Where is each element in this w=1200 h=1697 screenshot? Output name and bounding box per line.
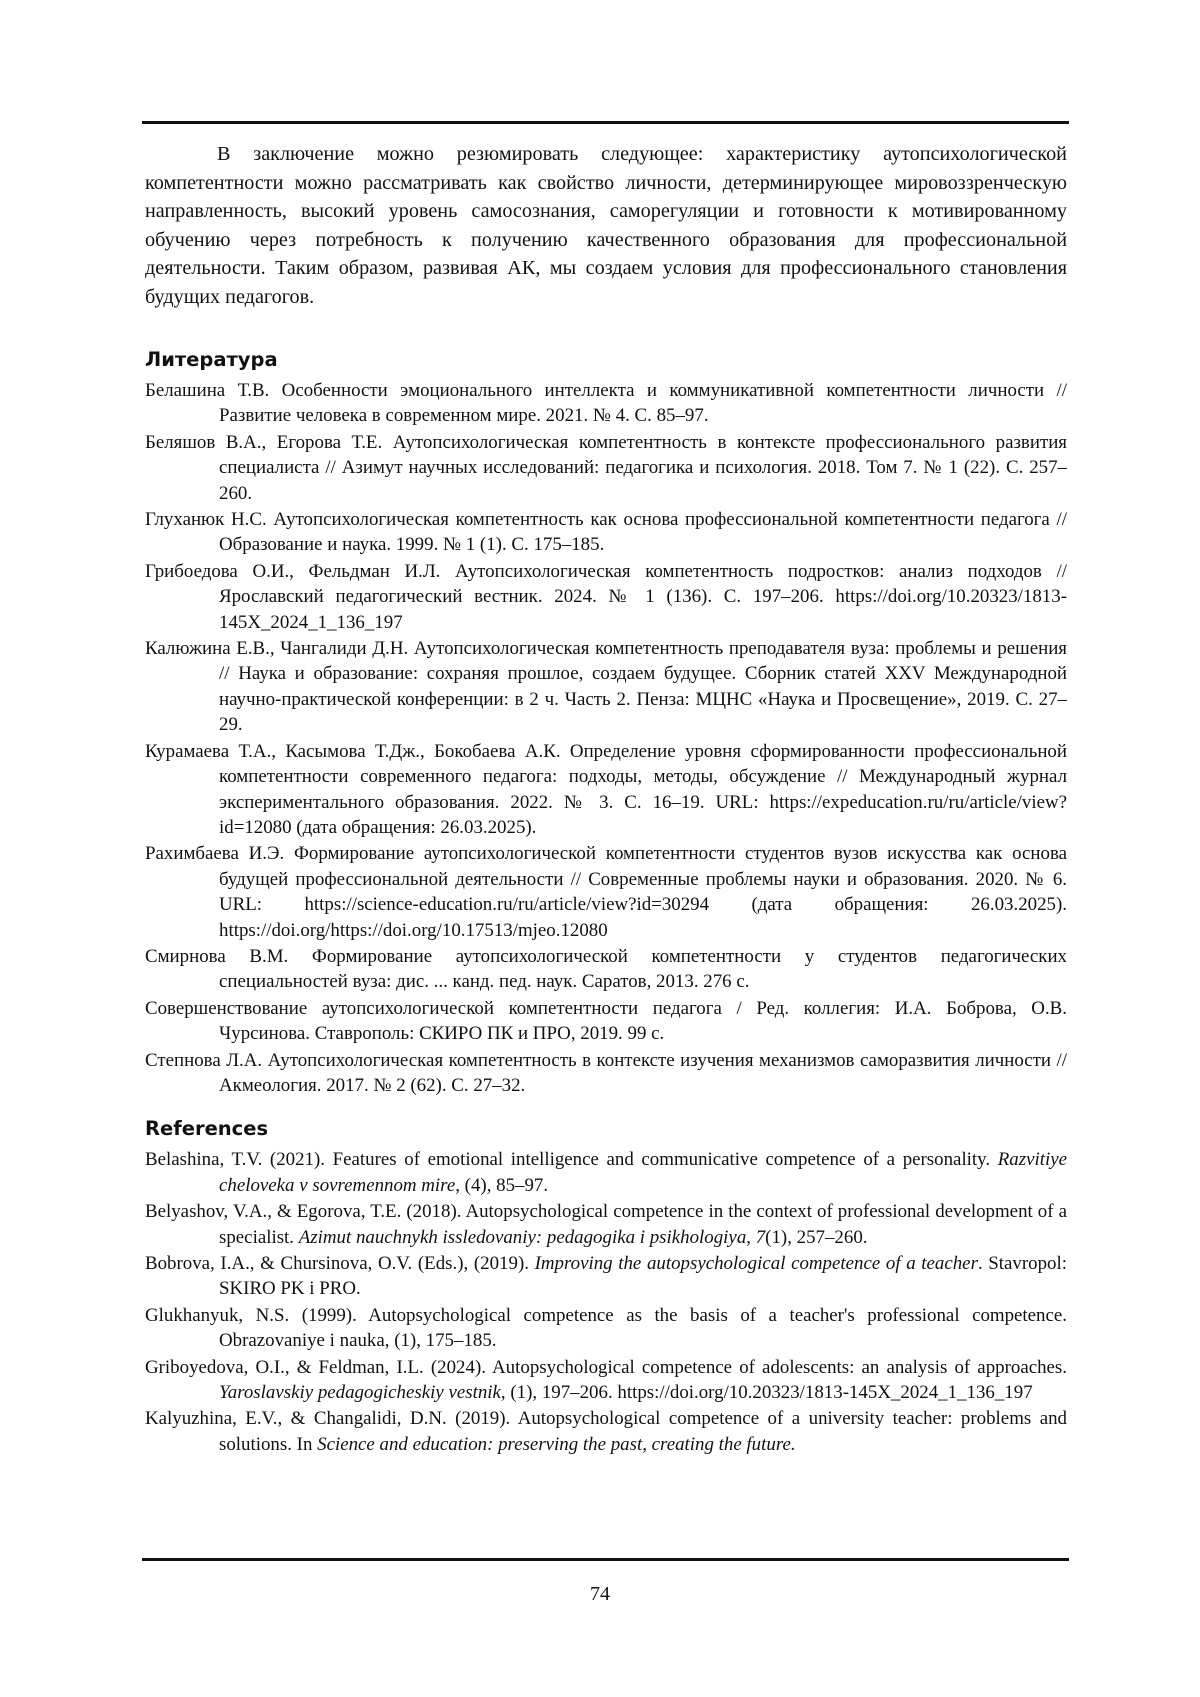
literature-item: Смирнова В.М. Формирование аутопсихологической компетентности у студентов педагогических специальностей вуза: дис. ... канд. пед. наук. Саратов, 2013. 276 с.	[145, 944, 1067, 995]
top-rule	[142, 121, 1069, 124]
references-heading: References	[145, 1116, 1067, 1142]
literature-heading: Литература	[145, 347, 1067, 373]
literature-list	[145, 378, 1067, 1098]
literature-item: Курамаева Т.А., Касымова Т.Дж., Бокобаева А.К. Определение уровня сформированности профессиональной компетентности современного педагога: подходы, методы, обсуждение // Международный журнал экспериментального образования. 2022. № 3. С. 16–19. URL: https://expeducation.ru/ru/article/view?id=12080 (дата обращения: 26.03.2025).	[145, 739, 1067, 841]
bottom-rule	[142, 1558, 1069, 1561]
reference-item: Bobrova, I.A., & Chursinova, O.V. (Eds.), (2019). Improving the autopsychological competence of a teacher. Stavropol: SKIRO PK i PRO.	[145, 1251, 1067, 1302]
literature-item: Рахимбаева И.Э. Формирование аутопсихологической компетентности студентов вузов искусства как основа будущей профессиональной деятельности // Современные проблемы науки и образования. 2020. № 6. URL: https://science-education.ru/ru/article/view?id=30294 (дата обращения: 26.03.2025). https://doi.org/https://doi.org/10.17513/mjeo.12080	[145, 841, 1067, 943]
literature-item: Степнова Л.А. Аутопсихологическая компетентность в контексте изучения механизмов саморазвития личности // Акмеология. 2017. № 2 (62). С. 27–32.	[145, 1048, 1067, 1099]
conclusion-paragraph: В заключение можно резюмировать следующее: характеристику аутопсихологической компетентности можно рассматривать как свойство личности, детерминирующее мировоззренческую направленность, высокий уровень самосознания, саморегуляции и готовности к мотивированному обучению через потребность к получению качественного образования для профессиональной деятельности. Таким образом, развивая АК, мы создаем условия для профессионального становления будущих педагогов.	[145, 140, 1067, 311]
page-content	[145, 140, 1067, 1458]
document-page	[0, 0, 1200, 1697]
literature-item: Беляшов В.А., Егорова Т.Е. Аутопсихологическая компетентность в контексте профессионального развития специалиста // Азимут научных исследований: педагогика и психология. 2018. Том 7. № 1 (22). С. 257– 260.	[145, 430, 1067, 506]
reference-item: Glukhanyuk, N.S. (1999). Autopsychological competence as the basis of a teacher's professional competence. Obrazovaniye i nauka, (1), 175–185.	[145, 1303, 1067, 1354]
page-number: 74	[0, 1583, 1200, 1606]
literature-item: Глуханюк Н.С. Аутопсихологическая компетентность как основа профессиональной компетентности педагога // Образование и наука. 1999. № 1 (1). С. 175–185.	[145, 507, 1067, 558]
literature-item: Калюжина Е.В., Чангалиди Д.Н. Аутопсихологическая компетентность преподавателя вуза: проблемы и решения // Наука и образование: сохраняя прошлое, создаем будущее. Сборник статей XXV Международной научно-практической конференции: в 2 ч. Часть 2. Пенза: МЦНС «Наука и Просвещение», 2019. С. 27–29.	[145, 636, 1067, 738]
literature-item: Совершенствование аутопсихологической компетентности педагога / Ред. коллегия: И.А. Боброва, О.В. Чурсинова. Ставрополь: СКИРО ПК и ПРО, 2019. 99 с.	[145, 996, 1067, 1047]
reference-item: Griboyedova, O.I., & Feldman, I.L. (2024). Autopsychological competence of adolescents: an analysis of approaches. Yaroslavskiy pedagogicheskiy vestnik, (1), 197–206. https://doi.org/10.20323/1813-145X_2024_1_136_197	[145, 1355, 1067, 1406]
reference-item: Belashina, T.V. (2021). Features of emotional intelligence and communicative competence of a personality. Razvitiye cheloveka v sovremennom mire, (4), 85–97.	[145, 1147, 1067, 1198]
reference-item: Belyashov, V.A., & Egorova, T.E. (2018). Autopsychological competence in the context of professional development of a specialist. Azimut nauchnykh issledovaniy: pedagogika i psikhologiya, 7(1), 257–260.	[145, 1199, 1067, 1250]
reference-item: Kalyuzhina, E.V., & Changalidi, D.N. (2019). Autopsychological competence of a university teacher: problems and solutions. In Science and education: preserving the past, creating the future.	[145, 1406, 1067, 1457]
literature-item: Белашина Т.В. Особенности эмоционального интеллекта и коммуникативной компетентности личности // Развитие человека в современном мире. 2021. № 4. С. 85–97.	[145, 378, 1067, 429]
references-list	[145, 1147, 1067, 1457]
literature-item: Грибоедова О.И., Фельдман И.Л. Аутопсихологическая компетентность подростков: анализ подходов // Ярославский педагогический вестник. 2024. № 1 (136). С. 197–206. https://doi.org/10.20323/1813-145X_2024_1_136_197	[145, 559, 1067, 635]
